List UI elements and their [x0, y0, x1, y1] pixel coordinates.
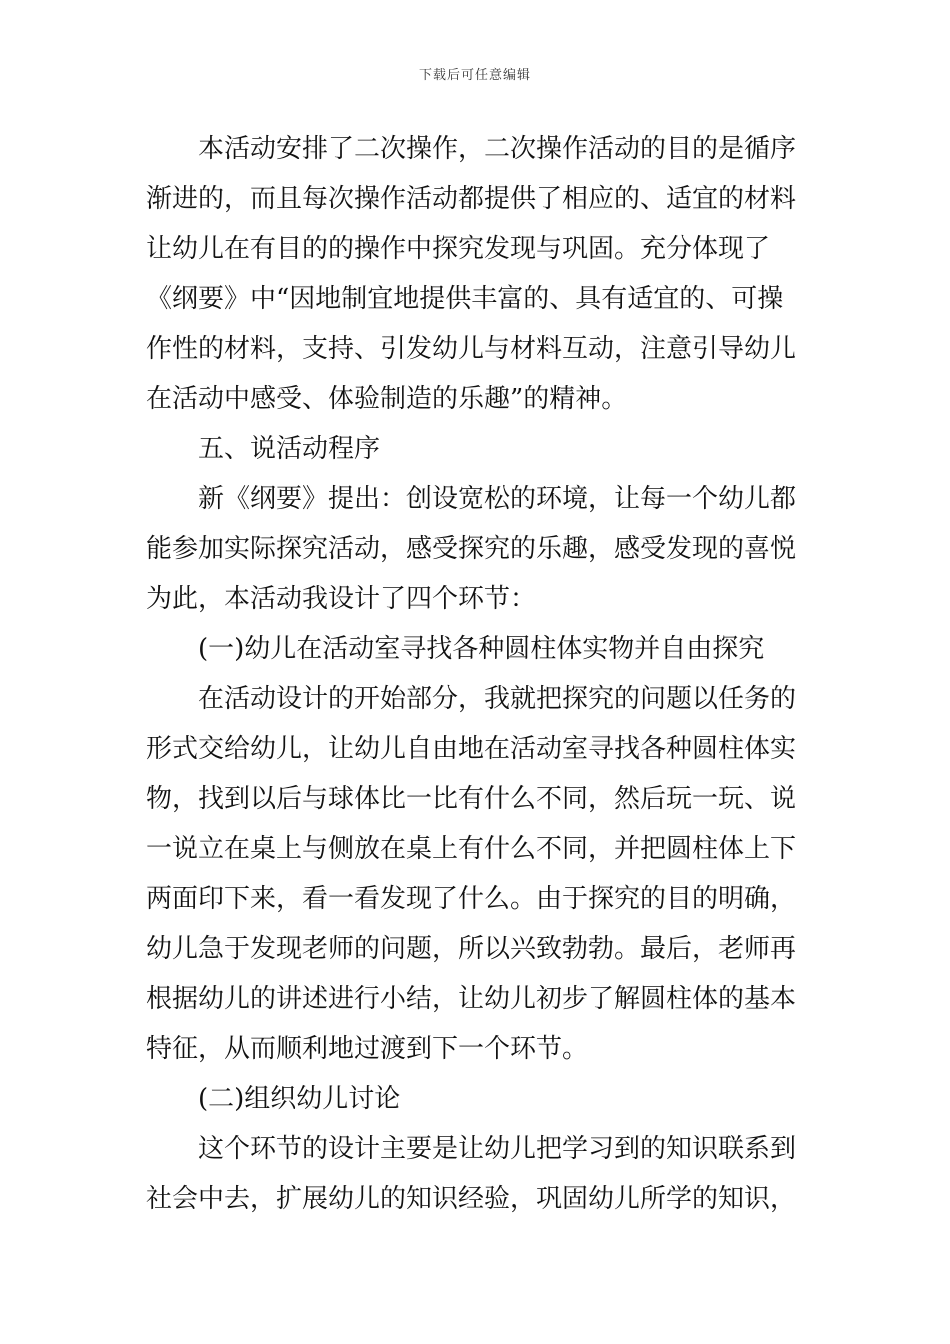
page-header: 下载后可任意编辑 — [418, 68, 531, 83]
text-line: 一说立在桌上与侧放在桌上有什么不同，并把圆柱体上下 — [146, 834, 797, 864]
text-line: 让幼儿在有目的的操作中探究发现与巩固。充分体现了 — [146, 234, 771, 264]
text-line: 作性的材料，支持、引发幼儿与材料互动，注意引导幼儿 — [146, 334, 797, 364]
section-heading: 五、说活动程序 — [198, 434, 381, 464]
subsection-heading: (二)组织幼儿讨论 — [198, 1084, 401, 1114]
subsection-heading: (一)幼儿在活动室寻找各种圆柱体实物并自由探究 — [198, 634, 765, 664]
text-line: 新《纲要》提出：创设宽松的环境，让每一个幼儿都 — [198, 484, 797, 514]
document-body — [146, 124, 808, 1224]
text-line: 为此，本活动我设计了四个环节： — [146, 584, 537, 614]
text-line: 本活动安排了二次操作，二次操作活动的目的是循序 — [198, 134, 797, 164]
text-line: 《纲要》中“因地制宜地提供丰富的、具有适宜的、可操 — [146, 284, 784, 314]
text-line: 社会中去，扩展幼儿的知识经验，巩固幼儿所学的知识， — [146, 1184, 797, 1214]
text-line: 能参加实际探究活动，感受探究的乐趣，感受发现的喜悦 — [146, 534, 797, 564]
text-line: 两面印下来，看一看发现了什么。由于探究的目的明确， — [146, 884, 797, 914]
text-line: 渐进的，而且每次操作活动都提供了相应的、适宜的材料 — [146, 184, 797, 214]
text-line: 形式交给幼儿，让幼儿自由地在活动室寻找各种圆柱体实 — [146, 734, 797, 764]
text-line: 物，找到以后与球体比一比有什么不同，然后玩一玩、说 — [146, 784, 797, 814]
text-line: 幼儿急于发现老师的问题，所以兴致勃勃。最后，老师再 — [146, 934, 797, 964]
text-line: 特征，从而顺利地过渡到下一个环节。 — [146, 1034, 589, 1064]
text-line: 根据幼儿的讲述进行小结，让幼儿初步了解圆柱体的基本 — [146, 984, 797, 1014]
text-line: 这个环节的设计主要是让幼儿把学习到的知识联系到 — [198, 1134, 797, 1164]
text-line: 在活动中感受、体验制造的乐趣”的精神。 — [146, 384, 628, 414]
text-line: 在活动设计的开始部分，我就把探究的问题以任务的 — [198, 684, 797, 714]
